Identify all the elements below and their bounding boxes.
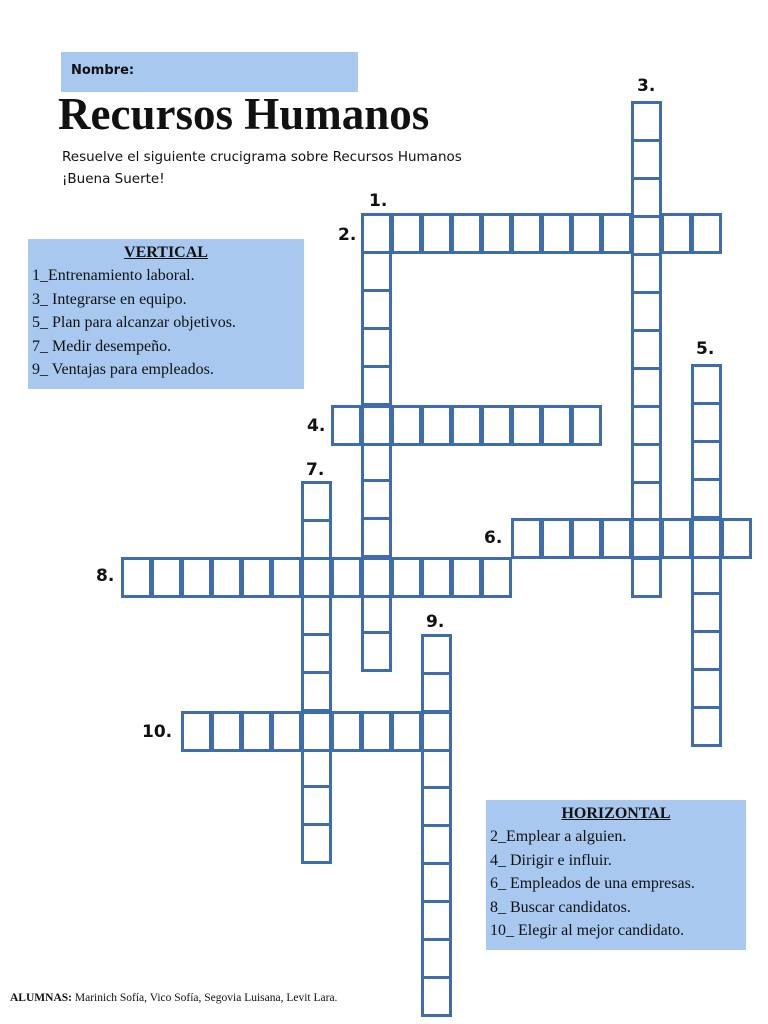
crossword-cell[interactable] xyxy=(301,823,332,864)
crossword-cell[interactable] xyxy=(421,405,452,446)
crossword-cell[interactable] xyxy=(361,593,392,634)
crossword-cell[interactable] xyxy=(601,518,632,559)
good-luck-line: ¡Buena Suerte! xyxy=(62,171,165,187)
crossword-cell[interactable] xyxy=(421,711,452,752)
vertical-clue: 1_Entrenamiento laboral. xyxy=(32,267,195,284)
instructions-line: Resuelve el siguiente crucigrama sobre Recursos Humanos xyxy=(62,149,462,165)
crossword-cell[interactable] xyxy=(331,405,362,446)
clue-number-4: 4. xyxy=(307,416,326,436)
crossword-cell[interactable] xyxy=(481,557,512,598)
vertical-clue: 5_ Plan para alcanzar objetivos. xyxy=(32,314,236,331)
crossword-cell[interactable] xyxy=(541,518,572,559)
clue-number-9: 9. xyxy=(426,612,445,632)
crossword-cell[interactable] xyxy=(391,405,422,446)
crossword-cell[interactable] xyxy=(361,365,392,406)
horizontal-clue: 8_ Buscar candidatos. xyxy=(490,898,631,916)
clue-number-7: 7. xyxy=(306,460,325,480)
vertical-heading: VERTICAL xyxy=(124,244,208,261)
crossword-cell[interactable] xyxy=(571,518,602,559)
crossword-cell[interactable] xyxy=(631,329,662,370)
name-field[interactable] xyxy=(61,52,358,92)
crossword-cell[interactable] xyxy=(691,364,722,405)
crossword-cell[interactable] xyxy=(631,481,662,522)
crossword-cell[interactable] xyxy=(391,711,422,752)
crossword-cell[interactable] xyxy=(571,405,602,446)
crossword-cell[interactable] xyxy=(301,633,332,674)
crossword-cell[interactable] xyxy=(361,711,392,752)
crossword-cell[interactable] xyxy=(241,557,272,598)
footer-label: ALUMNAS: xyxy=(10,992,72,1004)
crossword-cell[interactable] xyxy=(691,213,722,254)
crossword-cell[interactable] xyxy=(421,900,452,941)
crossword-cell[interactable] xyxy=(361,289,392,330)
crossword-cell[interactable] xyxy=(361,213,392,254)
crossword-cell[interactable] xyxy=(121,557,152,598)
horizontal-clue: 4_ Dirigir e influir. xyxy=(490,851,612,869)
crossword-cell[interactable] xyxy=(631,253,662,294)
crossword-cell[interactable] xyxy=(361,251,392,292)
crossword-cell[interactable] xyxy=(631,177,662,218)
crossword-cell[interactable] xyxy=(691,478,722,519)
crossword-cell[interactable] xyxy=(301,481,332,522)
crossword-cell[interactable] xyxy=(241,711,272,752)
crossword-cell[interactable] xyxy=(481,213,512,254)
crossword-cell[interactable] xyxy=(541,213,572,254)
crossword-cell[interactable] xyxy=(421,824,452,865)
footer-authors xyxy=(10,992,337,1004)
crossword-cell[interactable] xyxy=(181,557,212,598)
crossword-cell[interactable] xyxy=(361,327,392,368)
vertical-clue: 7_ Medir desempeño. xyxy=(32,337,172,355)
crossword-cell[interactable] xyxy=(361,405,392,446)
crossword-cell[interactable] xyxy=(631,367,662,408)
crossword-cell[interactable] xyxy=(691,440,722,481)
instructions xyxy=(62,146,462,190)
crossword-cell[interactable] xyxy=(691,554,722,595)
crossword-cell[interactable] xyxy=(361,479,392,520)
crossword-cell[interactable] xyxy=(421,938,452,979)
clue-number-6: 6. xyxy=(484,528,503,548)
crossword-cell[interactable] xyxy=(361,557,392,598)
crossword-cell[interactable] xyxy=(451,405,482,446)
crossword-cell[interactable] xyxy=(631,557,662,598)
clue-number-1: 1. xyxy=(369,191,388,211)
crossword-cell[interactable] xyxy=(451,557,482,598)
clue-number-8: 8. xyxy=(96,566,115,586)
page-title: Recursos Humanos xyxy=(58,89,430,139)
crossword-cell[interactable] xyxy=(691,402,722,443)
vertical-clues-box xyxy=(28,239,304,389)
crossword-cell[interactable] xyxy=(211,711,242,752)
crossword-cell[interactable] xyxy=(331,711,362,752)
crossword-cell[interactable] xyxy=(631,291,662,332)
crossword-cell[interactable] xyxy=(721,518,752,559)
crossword-cell[interactable] xyxy=(661,213,692,254)
clue-number-5: 5. xyxy=(696,339,715,359)
crossword-cell[interactable] xyxy=(301,671,332,712)
crossword-cell[interactable] xyxy=(151,557,182,598)
crossword-cell[interactable] xyxy=(691,668,722,709)
clue-number-3: 3. xyxy=(637,76,656,96)
crossword-cell[interactable] xyxy=(511,213,542,254)
horizontal-clue: 6_ Empleados de una empresas. xyxy=(490,875,695,892)
crossword-cell[interactable] xyxy=(421,213,452,254)
name-label: Nombre: xyxy=(71,63,135,78)
horizontal-clues-box xyxy=(486,800,746,950)
crossword-cell[interactable] xyxy=(421,976,452,1017)
crossword-cell[interactable] xyxy=(361,631,392,672)
crossword-cell[interactable] xyxy=(211,557,242,598)
horizontal-heading: HORIZONTAL xyxy=(561,805,671,822)
crossword-cell[interactable] xyxy=(301,785,332,826)
crossword-cell[interactable] xyxy=(631,518,662,559)
crossword-cell[interactable] xyxy=(601,213,632,254)
crossword-cell[interactable] xyxy=(421,672,452,713)
vertical-clue: 9_ Ventajas para empleados. xyxy=(32,361,214,378)
crossword-cell[interactable] xyxy=(631,405,662,446)
footer-names: Marinich Sofía, Vico Sofía, Segovia Luisana, Levit Lara. xyxy=(71,992,338,1004)
crossword-cell[interactable] xyxy=(301,519,332,560)
crossword-cell[interactable] xyxy=(691,592,722,633)
crossword-cell[interactable] xyxy=(421,557,452,598)
crossword-cell[interactable] xyxy=(361,441,392,482)
crossword-cell[interactable] xyxy=(481,405,512,446)
crossword-cell[interactable] xyxy=(661,518,692,559)
crossword-cell[interactable] xyxy=(421,862,452,903)
crossword-cell[interactable] xyxy=(631,101,662,142)
crossword-cell[interactable] xyxy=(631,443,662,484)
crossword-cell[interactable] xyxy=(511,518,542,559)
clue-number-2: 2. xyxy=(338,225,357,245)
crossword-cell[interactable] xyxy=(421,634,452,675)
horizontal-clue: 10_ Elegir al mejor candidato. xyxy=(490,922,685,939)
crossword-cell[interactable] xyxy=(541,405,572,446)
crossword-cell[interactable] xyxy=(571,213,602,254)
crossword-cell[interactable] xyxy=(301,747,332,788)
crossword-cell[interactable] xyxy=(301,595,332,636)
crossword-cell[interactable] xyxy=(631,215,662,256)
vertical-clue: 3_ Integrarse en equipo. xyxy=(32,290,187,308)
crossword-cell[interactable] xyxy=(271,557,302,598)
crossword-cell[interactable] xyxy=(691,706,722,747)
crossword-cell[interactable] xyxy=(421,748,452,789)
crossword-cell[interactable] xyxy=(331,557,362,598)
crossword-cell[interactable] xyxy=(391,213,422,254)
crossword-cell[interactable] xyxy=(361,517,392,558)
crossword-cell[interactable] xyxy=(181,711,212,752)
crossword-cell[interactable] xyxy=(451,213,482,254)
horizontal-clue: 2_Emplear a alguien. xyxy=(490,828,627,845)
crossword-cell[interactable] xyxy=(301,711,332,752)
crossword-cell[interactable] xyxy=(511,405,542,446)
clue-number-10: 10. xyxy=(142,722,173,742)
crossword-cell[interactable] xyxy=(391,557,422,598)
crossword-cell[interactable] xyxy=(691,518,722,559)
crossword-cell[interactable] xyxy=(301,557,332,598)
crossword-cell[interactable] xyxy=(631,139,662,180)
crossword-cell[interactable] xyxy=(421,786,452,827)
crossword-cell[interactable] xyxy=(271,711,302,752)
crossword-cell[interactable] xyxy=(691,630,722,671)
